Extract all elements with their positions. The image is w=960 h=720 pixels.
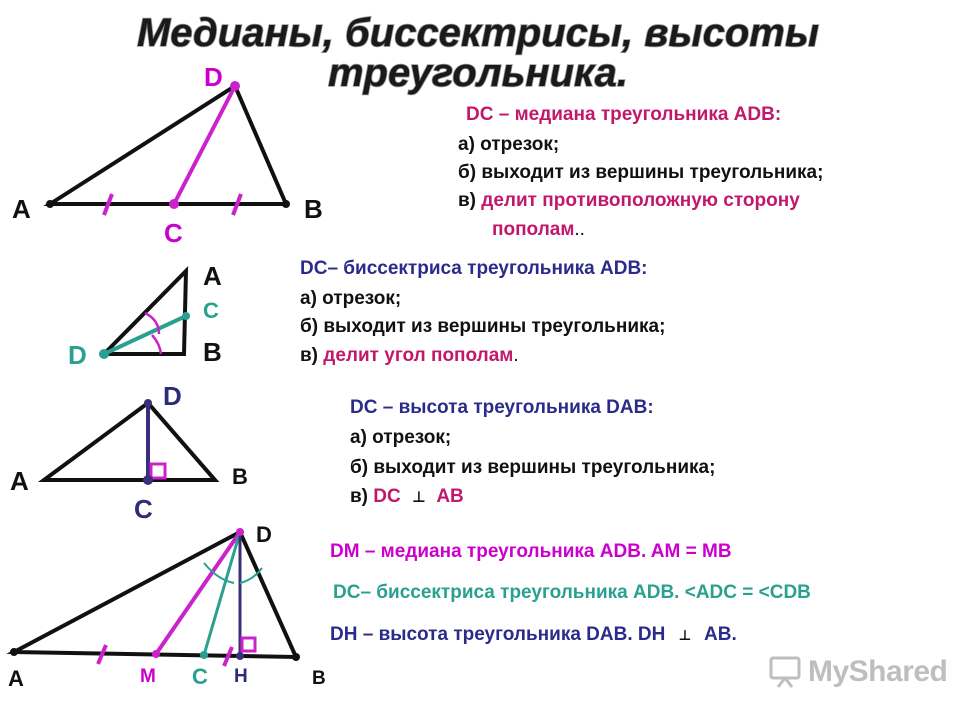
bisector-heading: DC– биссектриса треугольника ADB: <box>300 258 648 279</box>
bisector-item-c-dot: . <box>513 345 519 366</box>
point-d <box>236 528 244 536</box>
watermark-logo <box>768 652 947 692</box>
height-item-c <box>350 487 464 506</box>
median-dm <box>156 532 240 654</box>
label-a: A <box>8 666 24 691</box>
perpendicular-icon: ⊥ <box>678 627 692 643</box>
point-b <box>292 653 300 661</box>
label-b: B <box>312 668 326 689</box>
median-item-c-prefix: в) <box>458 190 477 211</box>
label-a: A <box>12 194 31 224</box>
bisector-item-c-text: делит угол пополам <box>323 345 514 366</box>
bisector-item-c-prefix: в) <box>300 345 319 366</box>
title-line-2: треугольника. <box>327 51 629 95</box>
median-item-c-text: делит противоположную сторону <box>481 190 800 211</box>
label-a: A <box>10 466 29 496</box>
summary-bisector: DC– биссектриса треугольника ADB. <ADC = <CDB <box>333 582 811 603</box>
label-d: D <box>68 340 87 370</box>
median-item-c-cont-text: пополам <box>492 219 575 240</box>
label-d: D <box>204 62 223 92</box>
label-h: H <box>234 666 248 687</box>
summary-height-text: DH – высота треугольника DAB. DH <box>330 624 666 645</box>
label-d: D <box>256 522 272 547</box>
perpendicular-icon: ⊥ <box>412 489 426 506</box>
height-item-c-text: DC <box>373 486 401 507</box>
height-heading: DC – высота треугольника DAB: <box>350 397 654 418</box>
median-item-a: а) отрезок; <box>458 134 560 155</box>
watermark-text: MyShared <box>808 655 948 688</box>
height-item-a: а) отрезок; <box>350 427 452 448</box>
label-c: C <box>203 298 219 323</box>
median-item-c <box>458 191 800 210</box>
point-a <box>10 648 18 656</box>
point-c <box>200 651 208 659</box>
label-c: C <box>134 494 153 524</box>
label-b: B <box>304 194 323 224</box>
point-h <box>236 652 244 660</box>
bisector-item-b: б) выходит из вершины треугольника; <box>300 316 666 337</box>
projector-screen-icon <box>768 655 802 689</box>
summary-median: DM – медиана треугольника ADB. AM = MB <box>330 541 732 562</box>
median-item-c-cont <box>492 220 585 239</box>
label-m: M <box>140 666 156 687</box>
label-c: C <box>164 218 183 248</box>
bisector-item-c <box>300 346 519 365</box>
median-heading: DC – медиана треугольника ADB: <box>466 104 782 125</box>
label-c: C <box>192 664 208 689</box>
label-d: D <box>163 381 182 411</box>
point-m <box>152 650 160 658</box>
height-item-c-prefix: в) <box>350 486 369 507</box>
summary-height <box>330 625 737 644</box>
height-item-c-end: AB <box>436 486 464 507</box>
label-b: B <box>232 464 248 489</box>
title-line-1: Медианы, биссектрисы, высоты <box>136 11 820 55</box>
label-a: A <box>203 261 222 291</box>
median-item-c-dots: .. <box>574 219 585 240</box>
bisector-item-a: а) отрезок; <box>300 288 402 309</box>
right-angle-mark <box>242 638 255 651</box>
label-b: B <box>203 337 222 367</box>
height-item-b: б) выходит из вершины треугольника; <box>350 457 716 478</box>
median-item-b: б) выходит из вершины треугольника; <box>458 162 824 183</box>
summary-height-end: AB. <box>704 624 737 645</box>
